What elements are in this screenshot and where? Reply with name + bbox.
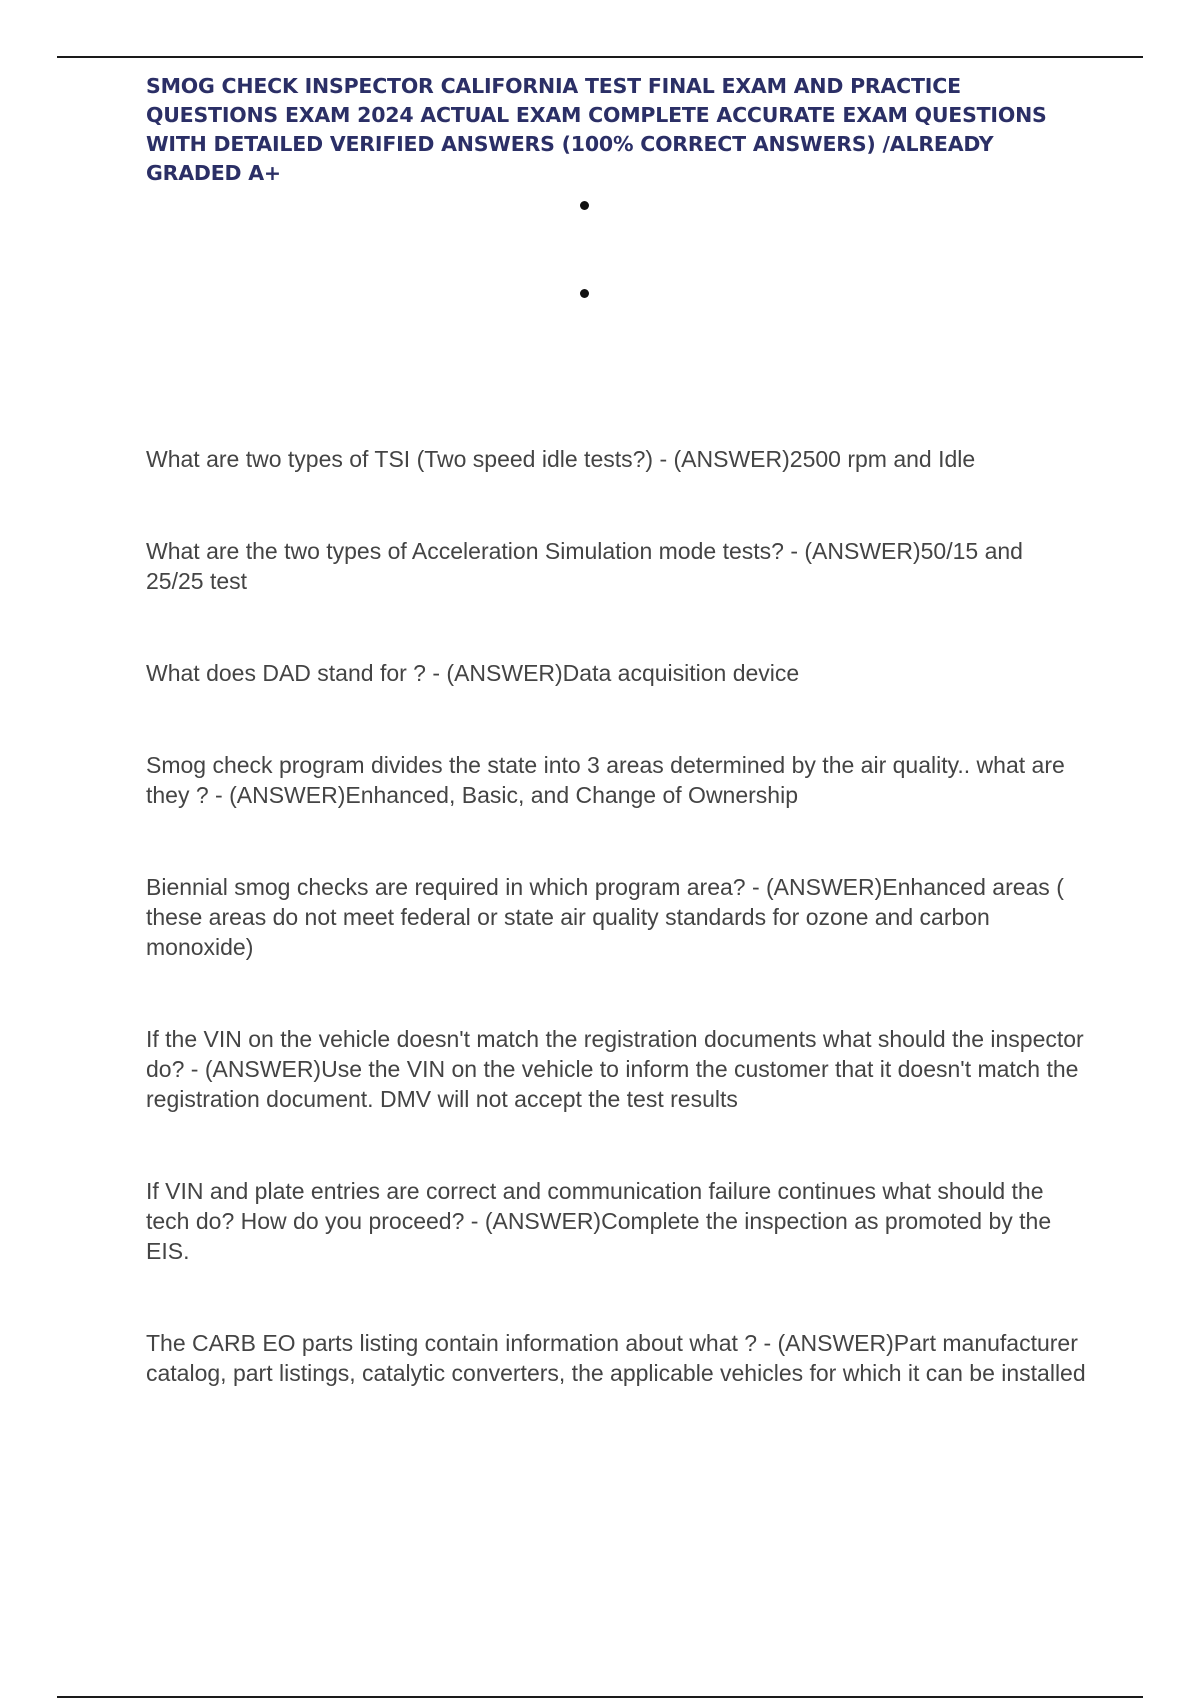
question-answer-item: Smog check program divides the state into 3 areas determined by the air quality.. what are they ? - (ANSWER)Enhanced, Basic, and Change of Ownership [146,752,1065,808]
bullet-point-2 [580,289,589,298]
question-answer-item: If the VIN on the vehicle doesn't match the registration documents what should the inspector do? - (ANSWER)Use the VIN on the vehicle to inform the customer that it doesn't match the registration document. DMV will not accept the test results [146,1026,1084,1112]
question-answer-item: What does DAD stand for ? - (ANSWER)Data acquisition device [146,660,800,686]
footer-rule [57,1696,1143,1698]
question-answer-item: What are two types of TSI (Two speed idle tests?) - (ANSWER)2500 rpm and Idle [146,446,976,472]
question-answer-item: If VIN and plate entries are correct and communication failure continues what should the tech do? How do you proceed? - (ANSWER)Complete the inspection as promoted by the EIS. [146,1178,1052,1264]
question-answer-item: Biennial smog checks are required in which program area? - (ANSWER)Enhanced areas ( these areas do not meet federal or state air quality standards for ozone and carbon monoxide) [146,874,1064,960]
document-title: SMOG CHECK INSPECTOR CALIFORNIA TEST FINAL EXAM AND PRACTICE QUESTIONS EXAM 2024 ACTUAL EXAM COMPLETE ACCURATE EXAM QUESTIONS WITH DETAILED VERIFIED ANSWERS (100% CORRECT ANSWERS) /ALREADY GRADED A+ [146,74,1047,185]
question-answer-list [146,444,1086,1388]
bullet-point-1 [580,201,589,210]
question-answer-item: What are the two types of Acceleration Simulation mode tests? - (ANSWER)50/15 and 25/25 test [146,538,1023,594]
header-rule [57,56,1143,58]
question-answer-item: The CARB EO parts listing contain information about what ? - (ANSWER)Part manufacturer catalog, part listings, catalytic converters, the applicable vehicles for which it can be installed [146,1330,1086,1386]
